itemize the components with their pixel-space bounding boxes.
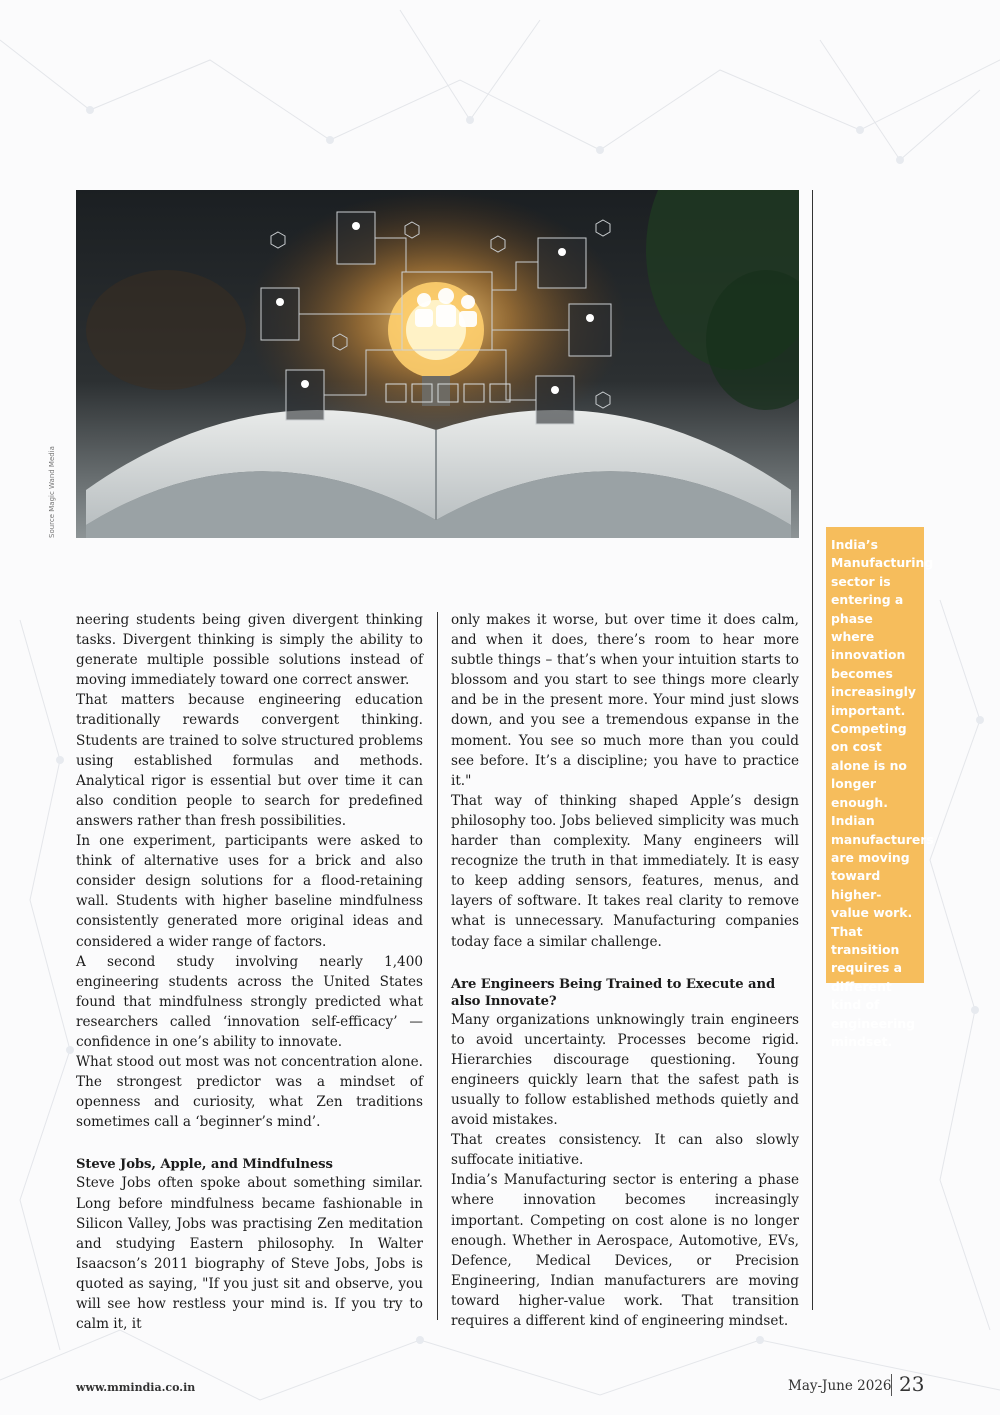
paragraph: neering students being given divergent thinking tasks. Divergent thinking is simply the ability to generate multiple possible solutions instead of moving immediately toward one correct answer. xyxy=(76,612,423,689)
paragraph: That matters because engineering education traditionally rewards convergent thinking. Students are trained to solve structured problems using established formulas and methods. Analytical rigor is essential but over time it can also condition people to search for predefined answers rather than fresh possibilities. xyxy=(76,692,423,829)
paragraph: India’s Manufacturing sector is entering a phase where innovation becomes increasingly important. Competing on cost alone is no longer enough. Whether in Aerospace, Automotive, EVs, Defence, Medical Devices, or Precision Engineering, Indian manufacturers are moving toward higher-value work. That transition requires a different kind of engineering mindset. xyxy=(451,1172,799,1329)
footer-separator xyxy=(891,1374,892,1396)
hero-image xyxy=(76,190,799,538)
pull-quote-box xyxy=(826,527,934,1049)
paragraph: What stood out most was not concentration alone. The strongest predictor was a mindset of openness and curiosity, what Zen traditions sometimes call a ‘beginner’s mind’. xyxy=(76,1054,423,1131)
image-credit: Source Magic Wand Media xyxy=(48,446,56,538)
article-column-left xyxy=(76,610,423,1334)
page-number: 23 xyxy=(899,1372,925,1396)
footer-issue-date: May-June 2026 xyxy=(788,1378,892,1394)
section-heading: Are Engineers Being Trained to Execute and also Innovate? xyxy=(451,976,776,1009)
paragraph: That way of thinking shaped Apple’s design philosophy too. Jobs believed simplicity was much harder than complexity. Many engineers will recognize the truth in that immediately. It is easy to keep adding sensors, features, menus, and layers of software. It takes real clarity to remove what is unnecessary. Manufacturing companies today face a similar challenge. xyxy=(451,792,799,950)
column-divider xyxy=(437,612,438,1320)
pull-quote-text: India’s Manufacturing sector is entering a phase where innovation becomes increasingly important. Competing on cost alone is no longer enough. Indian manufacturers are moving toward higher-value work. That transition requires a different kind of engineering mindset. xyxy=(831,537,934,1049)
paragraph: Many organizations unknowingly train engineers to avoid uncertainty. Processes become rigid. Hierarchies discourage questioning. Young engineers quickly learn that the safest path is usually to follow established methods quietly and avoid mistakes. xyxy=(451,1011,799,1129)
paragraph: Steve Jobs often spoke about something similar. Long before mindfulness became fashionable in Silicon Valley, Jobs was practising Zen meditation and studying Eastern philosophy. In Walter Isaacson’s 2011 biography of Steve Jobs, Jobs is quoted as saying, "If you just sit and observe, you will see how restless your mind is. If you try to calm it, it xyxy=(76,1175,423,1333)
paragraph: A second study involving nearly 1,400 engineering students across the United States found that mindfulness strongly predicted what researchers called ‘innovation self-efficacy’ — confidence in one’s ability to innovate. xyxy=(76,953,423,1050)
paragraph: That creates consistency. It can also slowly suffocate initiative. xyxy=(451,1132,799,1169)
column-divider-right xyxy=(812,190,813,1310)
paragraph: only makes it worse, but over time it does calm, and when it does, there’s room to hear more subtle things – that’s when your intuition starts to blossom and you start to see things more clearly and be in the present more. Your mind just slows down, and you see a tremendous expanse in the moment. You see so much more than you could see before. It’s a discipline; you have to practice it." xyxy=(451,612,799,789)
footer-website[interactable]: www.mmindia.co.in xyxy=(76,1381,196,1394)
section-heading: Steve Jobs, Apple, and Mindfulness xyxy=(76,1157,333,1173)
article-column-right xyxy=(451,610,799,1331)
paragraph: In one experiment, participants were asked to think of alternative uses for a brick and also consider design solutions for a flood-retaining wall. Students with higher baseline mindfulness consistently generated more original ideas and considered a wider range of factors. xyxy=(76,833,423,950)
